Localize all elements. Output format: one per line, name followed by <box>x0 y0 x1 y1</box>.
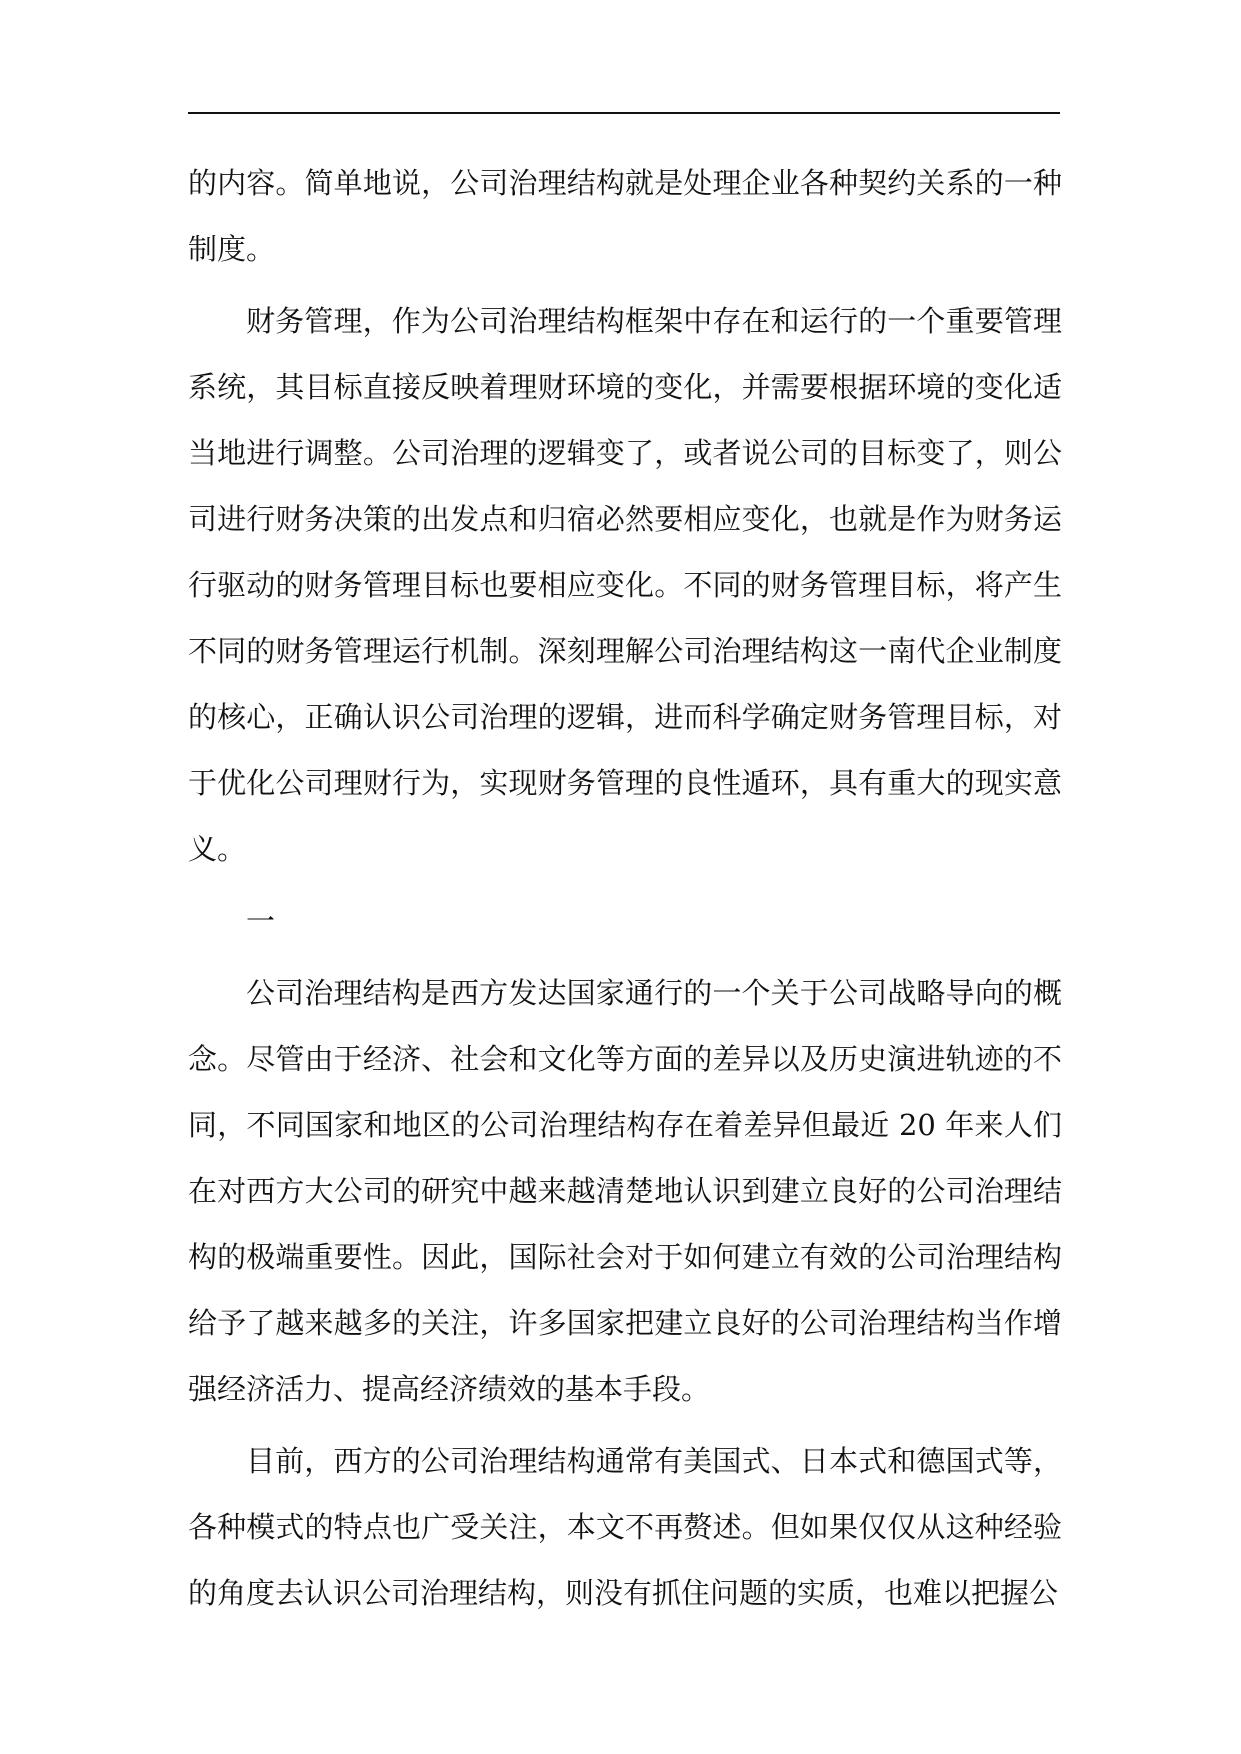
paragraph-corporate-governance: 公司治理结构是西方发达国家通行的一个关于公司战略导向的概念。尽管由于经济、社会和文化等方面的差异以及历史演进轨迹的不同，不同国家和地区的公司治理结构存在着差异但最近 20 年来人们在对西方大公司的研究中越来越清楚地认识到建立良好的公司治理结构的极端重要性。因此，国际社会对于如何建立有效的公司治理结构给予了越来越多的关注，许多国家把建立良好的公司治理结构当作增强经济活力、提高经济绩效的基本手段。 <box>188 976 1062 1406</box>
paragraph-financial-management: 财务管理，作为公司治理结构框架中存在和运行的一个重要管理系统，其目标直接反映着理财环境的变化，并需要根据环境的变化适当地进行调整。公司治理的逻辑变了，或者说公司的目标变了，则公司进行财务决策的出发点和归宿必然要相应变化，也就是作为财务运行驱动的财务管理目标也要相应变化。不同的财务管理目标，将产生不同的财务管理运行机制。深刻理解公司治理结构这一南代企业制度的核心，正确认识公司治理的逻辑，进而科学确定财务管理目标，对于优化公司理财行为，实现财务管理的良性遁环，具有重大的现实意义。 <box>188 304 1062 866</box>
paragraph-governance-models: 目前，西方的公司治理结构通常有美国式、日本式和德国式等，各种模式的特点也广受关注，本文不再赘述。但如果仅仅从这种经验的角度去认识公司治理结构，则没有抓住问题的实质，也难以把握公 <box>188 1444 1062 1610</box>
body-text <box>188 150 1062 1626</box>
section-number: 一 <box>246 904 276 938</box>
header-rule <box>188 112 1060 114</box>
paragraph-continuation: 的内容。简单地说，公司治理结构就是处理企业各种契约关系的一种制度。 <box>188 166 1062 266</box>
